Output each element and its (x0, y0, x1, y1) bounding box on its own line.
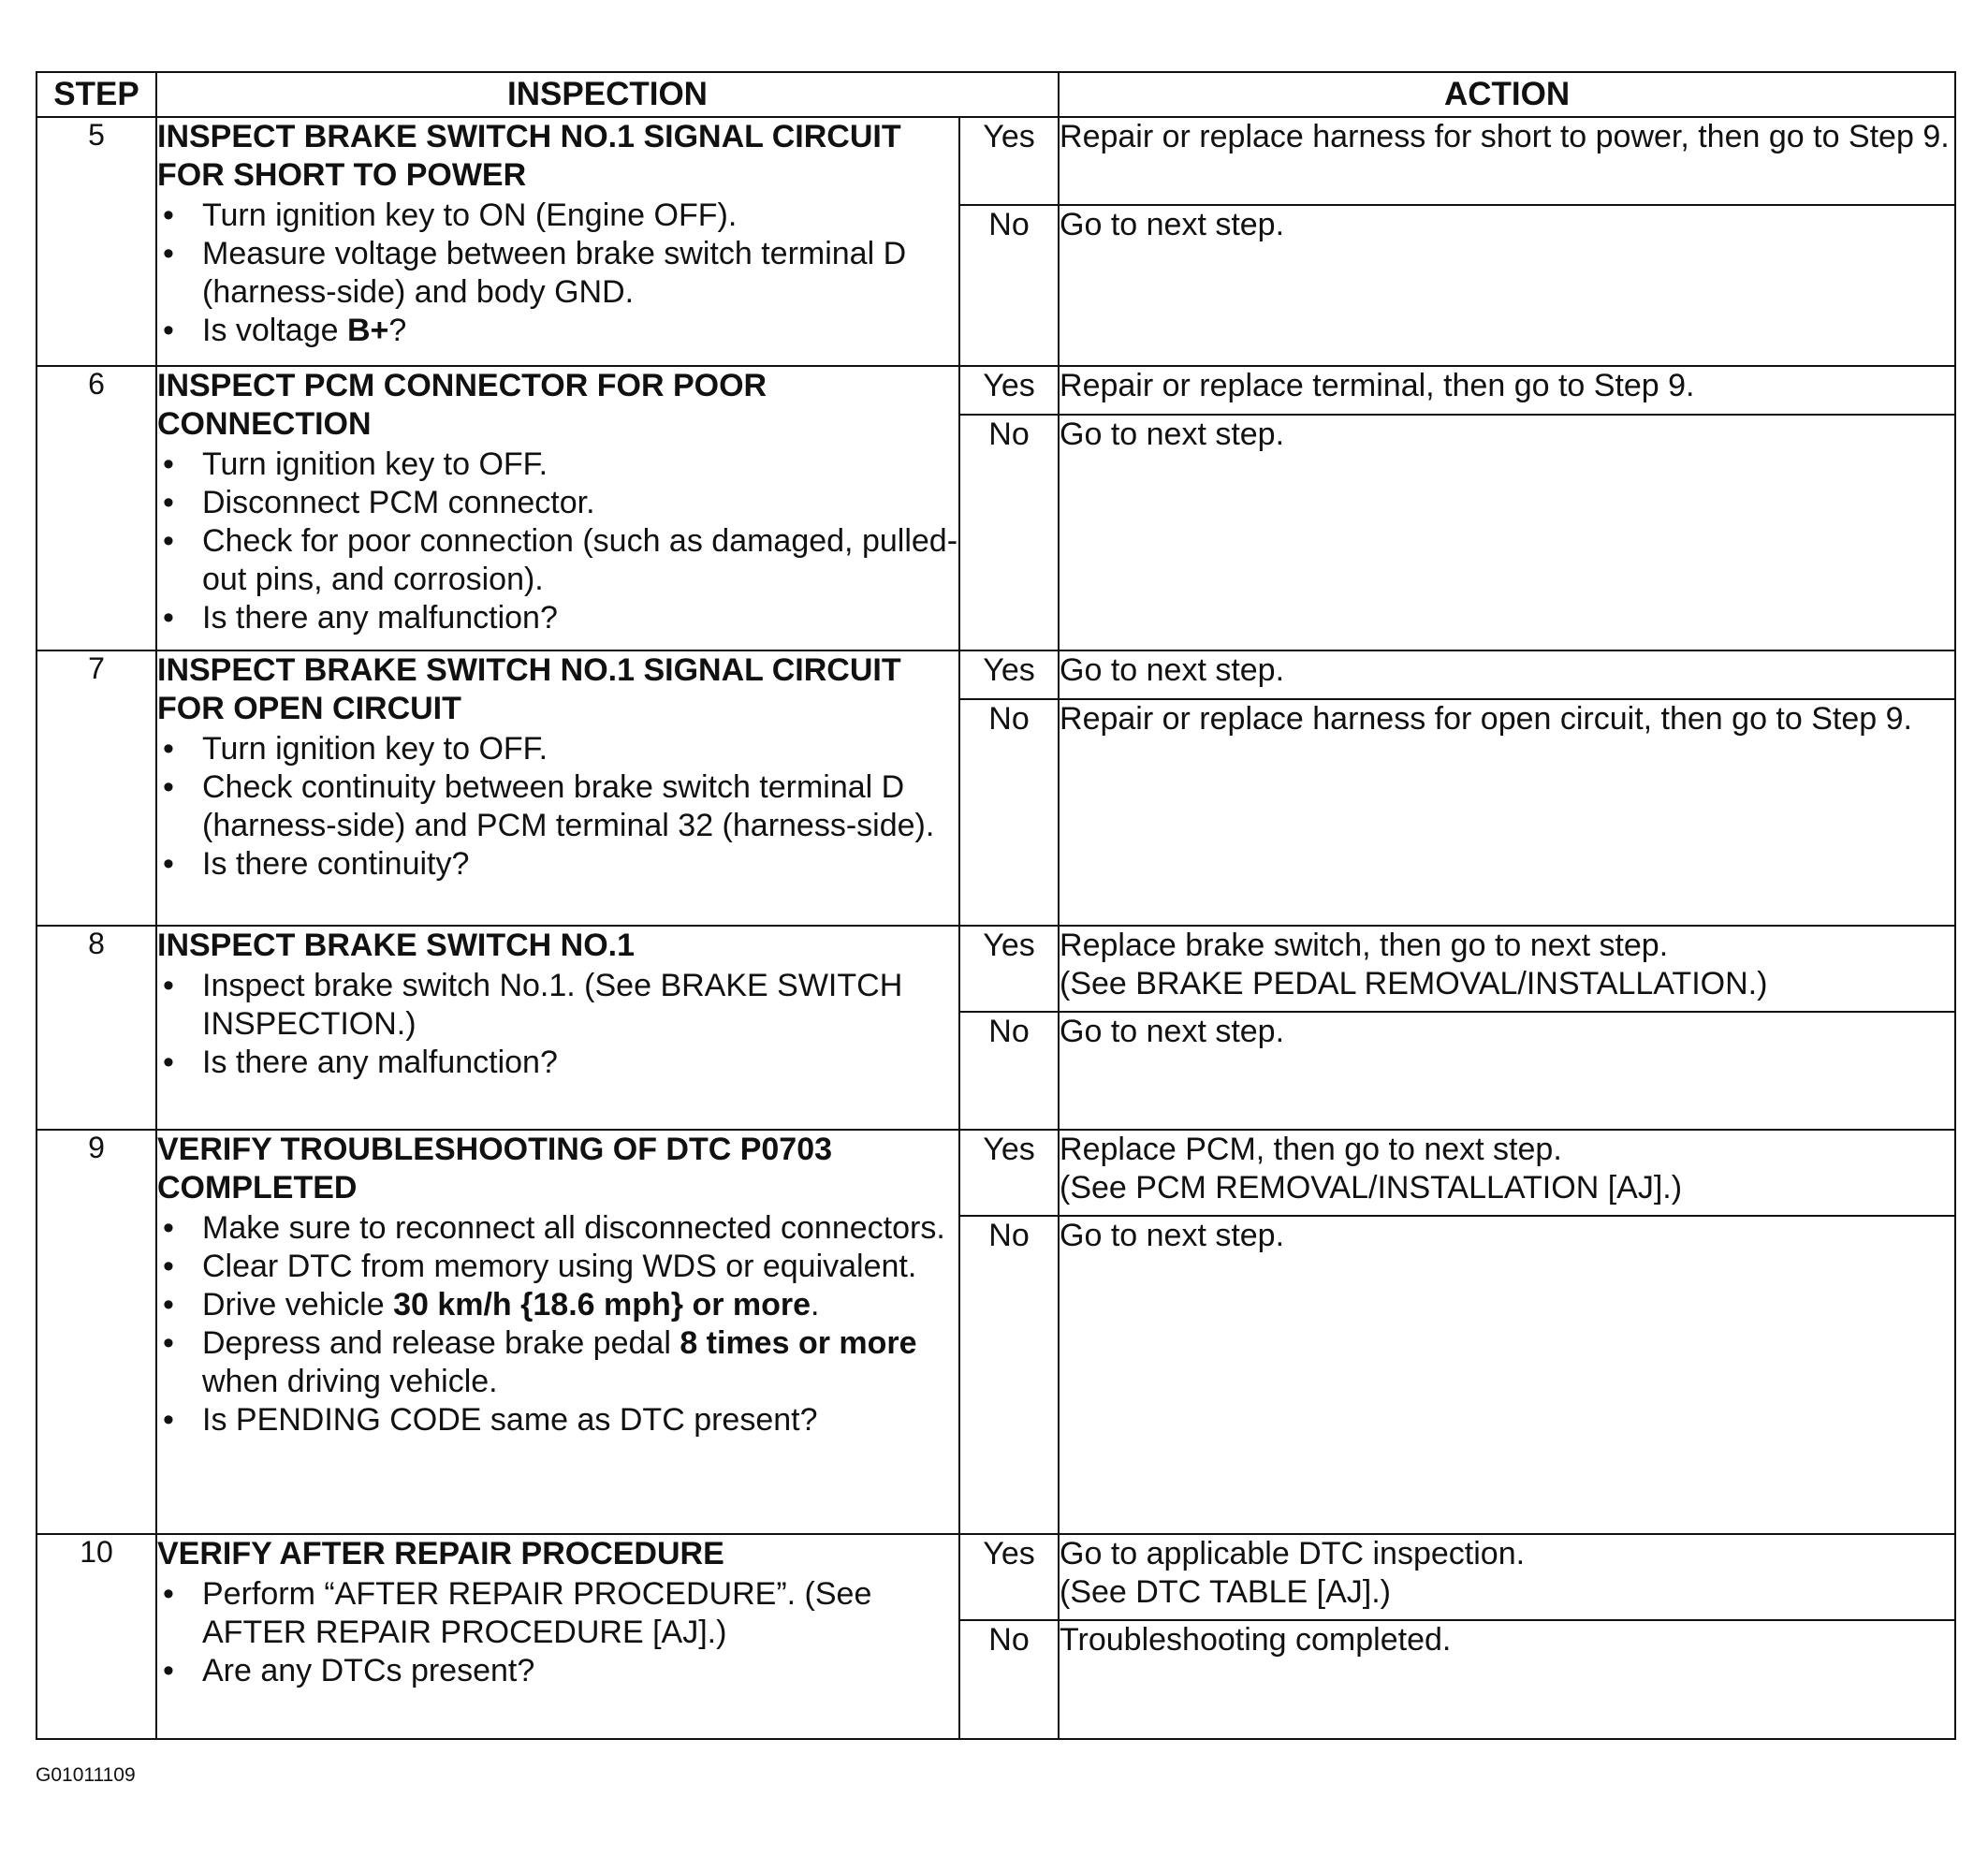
bullet-text: Perform “AFTER REPAIR PROCEDURE”. (See AFTER REPAIR PROCEDURE [AJ].) (202, 1576, 872, 1650)
inspection-title: VERIFY TROUBLESHOOTING OF DTC P0703 COMPLETED (157, 1132, 833, 1206)
yes-action (1059, 366, 1955, 415)
yes-label: Yes (959, 926, 1059, 1012)
inspection-bullet (202, 730, 958, 768)
bullet-text: Check continuity between brake switch terminal D (harness-side) and PCM terminal 32 (harness-side). (202, 769, 935, 843)
table-row (37, 926, 1955, 1012)
yes-label: Yes (959, 366, 1059, 415)
table-row (37, 1534, 1955, 1620)
inspection-cell (156, 117, 959, 366)
table-row (37, 117, 1955, 205)
action-line: Repair or replace harness for open circuit, then go to Step 9. (1060, 701, 1912, 737)
inspection-cell (156, 1130, 959, 1534)
bullet-emphasis: 30 km/h {18.6 mph} or more (393, 1287, 811, 1323)
bullet-text: Is PENDING CODE same as DTC present? (202, 1402, 818, 1438)
inspection-cell (156, 650, 959, 926)
bullet-text: Are any DTCs present? (202, 1653, 535, 1688)
bullet-text: Is there any malfunction? (202, 1045, 558, 1080)
table-header-row (37, 72, 1955, 117)
no-label: No (959, 699, 1059, 926)
bullet-text: Turn ignition key to ON (Engine OFF). (202, 197, 738, 233)
no-action (1059, 1012, 1955, 1130)
table-row (37, 1130, 1955, 1216)
no-action (1059, 1216, 1955, 1534)
inspection-bullet (202, 312, 958, 350)
inspection-bullet (202, 768, 958, 845)
inspection-bullet (202, 1401, 958, 1439)
bullet-text: Inspect brake switch No.1. (See BRAKE SWITCH INSPECTION.) (202, 968, 903, 1042)
no-action (1059, 699, 1955, 926)
step-number: 10 (37, 1534, 156, 1739)
action-line: Replace brake switch, then go to next step. (1060, 928, 1669, 963)
action-line: (See PCM REMOVAL/INSTALLATION [AJ].) (1060, 1170, 1683, 1206)
action-line: Go to next step. (1060, 1014, 1285, 1049)
inspection-cell (156, 1534, 959, 1739)
troubleshooting-table (36, 71, 1956, 1740)
no-label: No (959, 1216, 1059, 1534)
step-number: 5 (37, 117, 156, 366)
inspection-bullets (157, 1575, 958, 1690)
inspection-bullet (202, 1575, 958, 1652)
header-step: STEP (37, 72, 156, 117)
bullet-emphasis: 8 times or more (680, 1325, 917, 1361)
bullet-text: Drive vehicle (202, 1287, 394, 1323)
inspection-bullets (157, 967, 958, 1082)
table-body (37, 117, 1955, 1739)
inspection-bullet (202, 1044, 958, 1082)
action-line: (See BRAKE PEDAL REMOVAL/INSTALLATION.) (1060, 966, 1768, 1001)
step-number: 9 (37, 1130, 156, 1534)
inspection-cell (156, 926, 959, 1130)
header-action: ACTION (1059, 72, 1955, 117)
inspection-cell (156, 366, 959, 650)
no-action (1059, 205, 1955, 366)
no-label: No (959, 415, 1059, 650)
yes-action (1059, 1534, 1955, 1620)
header-inspection: INSPECTION (156, 72, 1059, 117)
action-line: Go to applicable DTC inspection. (1060, 1536, 1526, 1571)
inspection-title: INSPECT BRAKE SWITCH NO.1 (157, 928, 636, 963)
inspection-bullet (202, 197, 958, 235)
action-line: Go to next step. (1060, 417, 1285, 452)
yes-action (1059, 1130, 1955, 1216)
inspection-bullet (202, 1652, 958, 1690)
inspection-title: INSPECT PCM CONNECTOR FOR POOR CONNECTION (157, 368, 767, 442)
figure-code: G01011109 (36, 1764, 136, 1786)
bullet-text: Turn ignition key to OFF. (202, 731, 548, 767)
bullet-text: Is there any malfunction? (202, 600, 558, 636)
no-action (1059, 415, 1955, 650)
no-label: No (959, 1620, 1059, 1739)
inspection-bullets (157, 197, 958, 350)
bullet-text: Clear DTC from memory using WDS or equivalent. (202, 1249, 917, 1284)
inspection-bullet (202, 845, 958, 884)
inspection-bullet (202, 599, 958, 637)
inspection-bullet (202, 446, 958, 484)
yes-label: Yes (959, 1534, 1059, 1620)
action-line: Go to next step. (1060, 652, 1285, 688)
inspection-bullet (202, 522, 958, 599)
inspection-bullet (202, 484, 958, 522)
bullet-emphasis: B+ (346, 313, 389, 348)
bullet-text: Measure voltage between brake switch terminal D (harness-side) and body GND. (202, 236, 907, 310)
inspection-bullet (202, 1248, 958, 1286)
inspection-bullet (202, 967, 958, 1044)
action-line: Go to next step. (1060, 207, 1285, 242)
table-row (37, 650, 1955, 699)
step-number: 8 (37, 926, 156, 1130)
action-line: Repair or replace terminal, then go to Step 9. (1060, 368, 1695, 403)
yes-action (1059, 117, 1955, 205)
inspection-bullet (202, 1286, 958, 1324)
action-line: (See DTC TABLE [AJ].) (1060, 1574, 1391, 1610)
bullet-text: Depress and release brake pedal (202, 1325, 680, 1361)
action-line: Troubleshooting completed. (1060, 1622, 1452, 1658)
inspection-bullets (157, 446, 958, 637)
no-label: No (959, 205, 1059, 366)
inspection-title: INSPECT BRAKE SWITCH NO.1 SIGNAL CIRCUIT FOR OPEN CIRCUIT (157, 652, 901, 726)
bullet-text: Disconnect PCM connector. (202, 485, 595, 520)
step-number: 6 (37, 366, 156, 650)
yes-action (1059, 650, 1955, 699)
bullet-text-tail: ? (388, 313, 407, 348)
yes-label: Yes (959, 117, 1059, 205)
inspection-bullet (202, 235, 958, 312)
inspection-bullet (202, 1209, 958, 1248)
yes-action (1059, 926, 1955, 1012)
inspection-title: INSPECT BRAKE SWITCH NO.1 SIGNAL CIRCUIT FOR SHORT TO POWER (157, 119, 901, 193)
inspection-bullet (202, 1324, 958, 1401)
bullet-text-tail: . (811, 1287, 820, 1323)
inspection-bullets (157, 730, 958, 884)
action-line: Repair or replace harness for short to power, then go to Step 9. (1060, 119, 1950, 154)
bullet-text: Check for poor connection (such as damaged, pulled-out pins, and corrosion). (202, 523, 958, 597)
no-action (1059, 1620, 1955, 1739)
inspection-bullets (157, 1209, 958, 1439)
bullet-text-tail: when driving vehicle. (202, 1364, 498, 1399)
action-line: Replace PCM, then go to next step. (1060, 1132, 1562, 1167)
step-number: 7 (37, 650, 156, 926)
no-label: No (959, 1012, 1059, 1130)
bullet-text: Turn ignition key to OFF. (202, 446, 548, 482)
table-row (37, 366, 1955, 415)
inspection-title: VERIFY AFTER REPAIR PROCEDURE (157, 1536, 724, 1571)
bullet-text: Make sure to reconnect all disconnected connectors. (202, 1210, 945, 1246)
action-line: Go to next step. (1060, 1218, 1285, 1253)
bullet-text: Is there continuity? (202, 846, 470, 882)
yes-label: Yes (959, 650, 1059, 699)
yes-label: Yes (959, 1130, 1059, 1216)
bullet-text: Is voltage (202, 313, 347, 348)
